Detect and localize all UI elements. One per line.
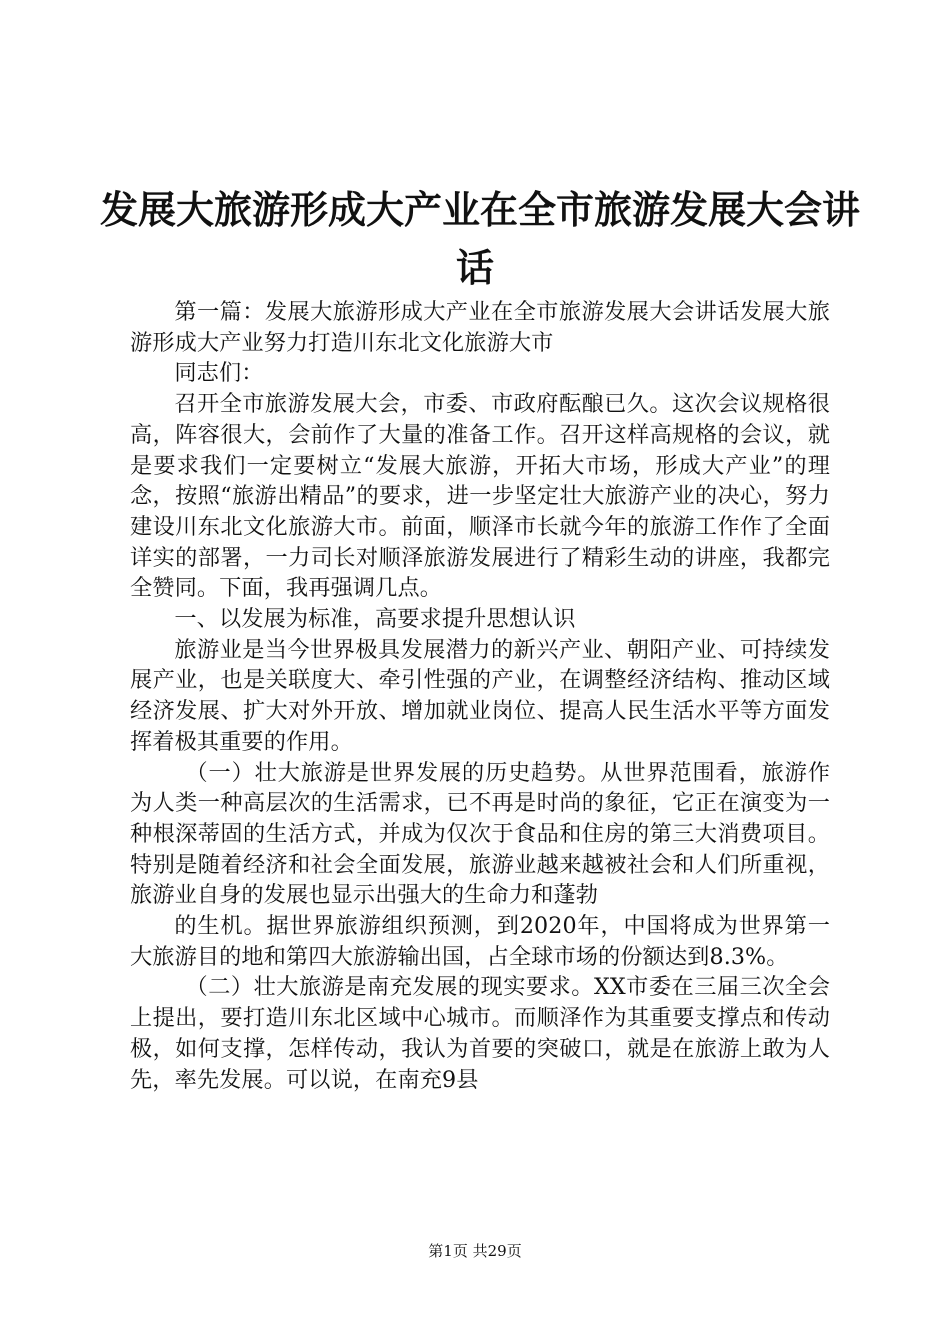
document-body [130,297,830,1095]
paragraph-nanchong-requirement: （二）壮大旅游是南充发展的现实要求。XX市委在三届三次全会上提出，要打造川东北区域中心城市。而顺泽作为其重要支撑点和传动极，如何支撑，怎样传动，我认为首要的突破口，就是在旅游上敢为人先，率先发展。可以说，在南充9县 [130,974,830,1093]
paragraph-opening: 召开全市旅游发展大会，市委、市政府酝酿已久。这次会议规格很高，阵容很大，会前作了大量的准备工作。召开这样高规格的会议，就是要求我们一定要树立“发展大旅游，开拓大市场，形成大产业”的理念，按照“旅游出精品”的要求，进一步坚定壮大旅游产业的决心，努力建设川东北文化旅游大市。前面，顺泽市长就今年的旅游工作作了全面详实的部署，一力司长对顺泽旅游发展进行了精彩生动的讲座，我都完全赞同。下面，我再强调几点。 [130,391,830,602]
paragraph-intro: 第一篇：发展大旅游形成大产业在全市旅游发展大会讲话发展大旅游形成大产业努力打造川东北文化旅游大市 [130,299,830,356]
paragraph-tourism-industry: 旅游业是当今世界极具发展潜力的新兴产业、朝阳产业、可持续发展产业，也是关联度大、牵引性强的产业，在调整经济结构、推动区域经济发展、扩大对外开放、增加就业岗位、提高人民生活水平等方面发挥着极其重要的作用。 [130,636,830,755]
document-title-line-2: 话 [455,246,494,290]
page-footer: 第1页 共29页 [428,1242,522,1260]
section-heading-1: 一、以发展为标准，高要求提升思想认识 [174,606,576,633]
paragraph-salutation: 同志们： [174,360,264,387]
paragraph-world-trend: （一）壮大旅游是世界发展的历史趋势。从世界范围看，旅游作为人类一种高层次的生活需求，已不再是时尚的象征，它正在演变为一种根深蒂固的生活方式，并成为仅次于食品和住房的第三大消费项目。特别是随着经济和社会全面发展，旅游业越来越被社会和人们所重视，旅游业自身的发展也显示出强大的生命力和蓬勃 [130,759,830,909]
document-title-line-1: 发展大旅游形成大产业在全市旅游发展大会讲 [100,188,861,232]
paragraph-world-trend-continued: 的生机。据世界旅游组织预测，到2020年，中国将成为世界第一大旅游目的地和第四大旅游输出国，占全球市场的份额达到8.3%。 [130,913,830,970]
